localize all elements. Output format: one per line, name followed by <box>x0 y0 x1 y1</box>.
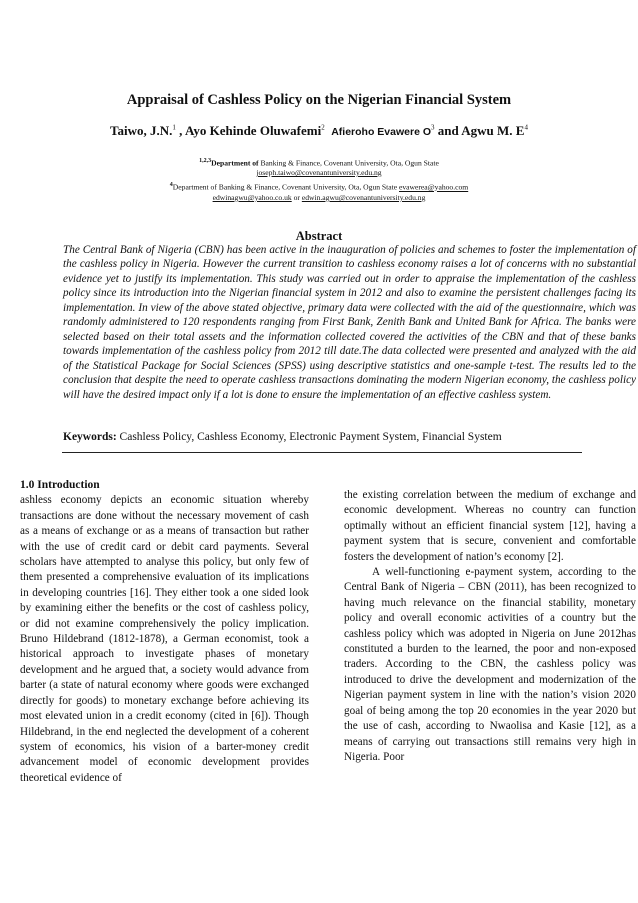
intro-paragraph-1: ashless economy depicts an economic situation whereby transactions are done without the necessary movement of cash as a means of exchange or as a means of transaction but rather with the use of credit card or debit card payments. Several scholars have attempted to analyse this policy, but only few of them presented a comprehensive evaluation of its implications in developing countries [16]. They either took a one sided look by examining either the benefits or the cost of cashless policy, or did not examine comprehensively the policy implication. Bruno Hildebrand (1812-1878), a German economist, took a historical approach to investigate phases of monetary development and he argued that, a society would advance from barter (a state of natural economy where goods were exchanged directly for goods) to monetary exchange before achieving its most elevated union in a credit economy (cited in [6]). Though Hildebrand, in the end neglected the development of a coherent system of economics, his vision of a barter-money credit advancement model of economic development provides theoretical evidence of <box>20 494 309 784</box>
author-separator: , <box>175 123 185 138</box>
paper-title: Appraisal of Cashless Policy on the Nigerian Financial System <box>126 92 512 108</box>
intro-paragraph-3: A well-functioning e-payment system, according to the Central Bank of Nigeria – CBN (2011), has been recognized to having much relevance on the financial stability, monetary policy and overall economic activities of a country but the cashless policy which was adopted in Nigeria on June 2012has constituted a burden to the learned, the poor and non-exposed traders. According to the CBN, the cashless policy was introduced to drive the development and modernization of the Nigerian payment system in line with the nation’s vision 2020 goal of being among the top 20 economies in the year 2020 but the use of cash, according to Nwaolisa and Kasie [12], as a means of carrying out transactions still remains very high in Nigeria. Poor <box>344 566 636 763</box>
author-1-marker: 1 <box>172 123 176 132</box>
email-link-2[interactable]: evawerea@yahoo.com <box>399 182 469 192</box>
affiliation-line-1 <box>0 157 638 168</box>
email-or: or <box>291 193 302 202</box>
right-column <box>344 488 636 765</box>
abstract-heading: Abstract <box>295 229 343 243</box>
affiliation-line-2 <box>0 168 638 177</box>
affiliation-4-marker: 4 <box>169 182 173 188</box>
author-3: Afieroho Evawere O <box>331 126 431 138</box>
author-list <box>0 123 638 139</box>
email-link-3[interactable]: edwinagwu@yahoo.co.uk <box>212 193 292 202</box>
affiliation-4-text: Department of Banking & Finance, Covenant University, Ota, Ogun State <box>172 182 400 192</box>
email-link-4[interactable]: edwin.agwu@covenantuniversity.edu.ng <box>301 193 426 202</box>
author-2-marker: 2 <box>321 123 325 132</box>
affiliation-1-dept: Department of <box>211 158 259 168</box>
left-column <box>20 478 309 786</box>
affiliation-1-marker: 1,2,3 <box>199 158 212 164</box>
author-2: Ayo Kehinde Oluwafemi <box>184 123 322 138</box>
abstract-text: The Central Bank of Nigeria (CBN) has been active in the inauguration of policies and schemes to foster the implementation of the cashless policy in Nigeria. However the current transition to cashless economy raises a lot of concerns with no substantial evidence yet to justify its implementation. This study was carried out in order to appraise the implementation of the cashless policy since its introduction into the Nigerian financial system in 2012 and also to examine the persistent challenges facing its implementation. In view of the above stated objective, primary data were collected with the aid of the questionnaire, which was randomly administered to 120 respondents ranging from First Bank, Zenith Bank and United Bank for Africa. The banks were selected based on their total assets and the information collected covered the activities of the CBN and that of these banks towards implementation of the cashless policy from 2012 till date.The data collected were presented and analyzed with the aid of the Statistical Package for Social Sciences (SPSS) using descriptive statistics and one-sample t-test. The results led to the conclusion that despite the need to operate cashless transactions dominating the modern Nigerian economy, the cashless policy will have the desired impact only if a lot is done to ensure the implementation of an effective cashless system. <box>63 244 636 401</box>
affiliation-1-text: Banking & Finance, Covenant University, Ota, Ogun State <box>258 158 439 168</box>
author-4-marker: 4 <box>524 123 528 132</box>
affiliation-line-3 <box>0 181 638 192</box>
intro-paragraph-2: the existing correlation between the medium of exchange and economic development. Whereas no country can function optimally without an efficient financial system [12], having a payment system that is secure, convenient and comfortable fosters the development of nation’s economy [2]. <box>344 489 636 563</box>
author-1: Taiwo, J.N. <box>110 123 173 138</box>
keywords <box>63 430 636 444</box>
intro-heading: 1.0 Introduction <box>20 479 100 491</box>
keywords-text: Cashless Policy, Cashless Economy, Electronic Payment System, Financial System <box>116 431 502 443</box>
email-link-1[interactable]: joseph.taiwo@covenantuniversity.edu.ng <box>256 168 382 177</box>
author-4: Agwu M. E <box>461 123 525 138</box>
author-3-marker: 3 <box>431 123 435 132</box>
keywords-label: Keywords: <box>63 431 117 443</box>
section-divider <box>62 452 582 453</box>
affiliation-line-4 <box>0 193 638 202</box>
author-conjunction: and <box>434 123 462 138</box>
